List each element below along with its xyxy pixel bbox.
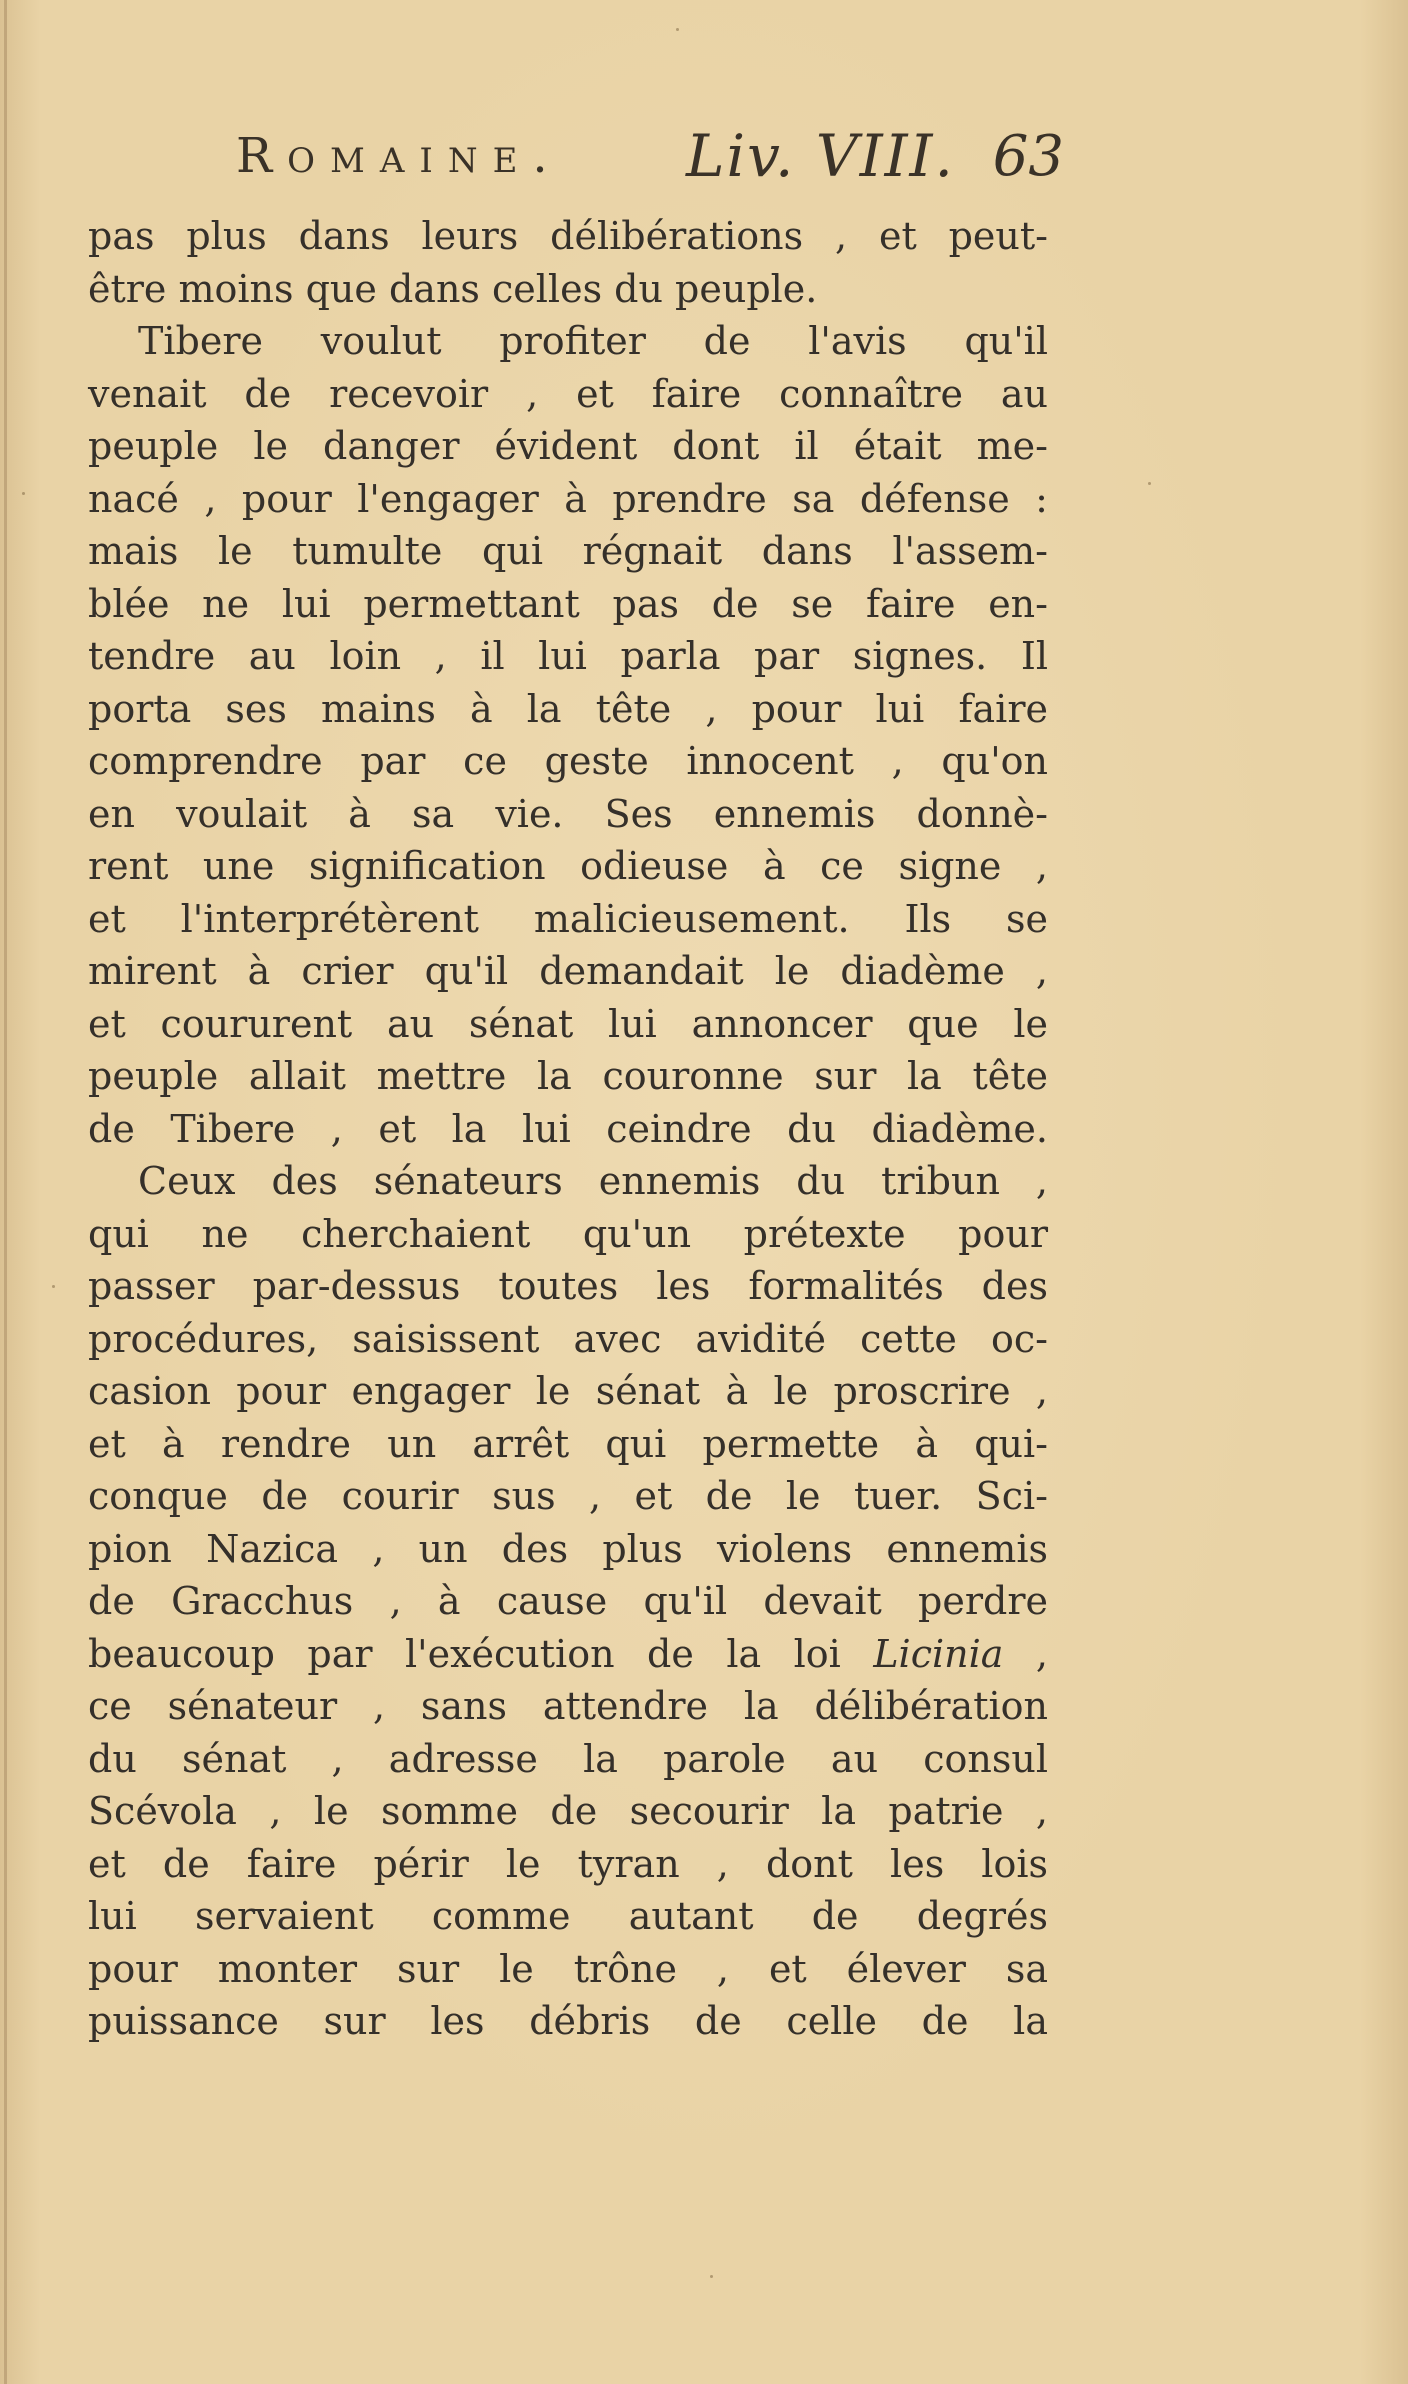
text-line: et coururent au sénat lui annoncer que le: [88, 1001, 1048, 1046]
page-number: 63: [992, 124, 1064, 189]
text-line: peuple allait mettre la couronne sur la tête: [88, 1054, 1048, 1098]
text-line: de Gracchus , à cause qu'il devait perdre: [88, 1579, 1048, 1623]
text-line: du sénat , adresse la parole au consul: [88, 1736, 1048, 1781]
book-reference: Liv. VIII.: [686, 122, 955, 190]
text-line: comprendre par ce geste innocent , qu'on: [88, 739, 1048, 783]
text-line: tendre au loin , il lui parla par signes. Il: [88, 634, 1048, 678]
text-line: casion pour engager le sénat à le proscrire ,: [88, 1369, 1048, 1413]
italic-law-name: Licinia: [873, 1631, 1004, 1676]
text-line: qui ne cherchaient qu'un prétexte pour: [88, 1211, 1048, 1256]
paper-speck: [710, 2275, 713, 2278]
text-line: puissance sur les débris de celle de la: [88, 1999, 1048, 2043]
text-line: passer par-dessus toutes les formalités des: [88, 1264, 1048, 1308]
text-line: porta ses mains à la tête , pour lui faire: [88, 686, 1048, 731]
text-line: en voulait à sa vie. Ses ennemis donnè-: [88, 791, 1048, 836]
text-line: venait de recevoir , et faire connaître au: [88, 371, 1048, 416]
text-line: de Tibere , et la lui ceindre du diadème.: [88, 1106, 1048, 1151]
line-segment: ,: [1003, 1631, 1048, 1676]
text-line: mais le tumulte qui régnait dans l'assem-: [88, 529, 1048, 573]
body-text: [88, 210, 1048, 2048]
text-line: mirent à crier qu'il demandait le diadème ,: [88, 949, 1048, 993]
text-line: rent une signification odieuse à ce signe ,: [88, 844, 1048, 888]
text-line: pion Nazica , un des plus violens ennemis: [88, 1526, 1048, 1571]
text-line: être moins que dans celles du peuple.: [88, 266, 818, 311]
text-line: blée ne lui permettant pas de se faire en-: [88, 581, 1048, 626]
text-line: pas plus dans leurs délibérations , et peut-: [88, 214, 1048, 258]
paper-speck: [52, 1285, 55, 1288]
page-header: [236, 118, 1076, 198]
text-line: peuple le danger évident dont il était me-: [88, 424, 1048, 468]
paragraph-start-line: Tibere voulut profiter de l'avis qu'il: [138, 319, 1048, 363]
text-line: [88, 1628, 1048, 1681]
text-line: lui servaient comme autant de degrés: [88, 1894, 1048, 1938]
text-line: procédures, saisissent avec avidité cette oc-: [88, 1316, 1048, 1361]
text-line: nacé , pour l'engager à prendre sa défense :: [88, 476, 1048, 521]
paper-speck: [1148, 482, 1151, 485]
running-title: Romaine.: [236, 128, 563, 184]
line-segment: beaucoup par l'exécution de la loi: [88, 1631, 874, 1676]
text-line: conque de courir sus , et de le tuer. Sci-: [88, 1474, 1048, 1518]
text-line: et de faire périr le tyran , dont les lois: [88, 1841, 1048, 1886]
text-line: et l'interprétèrent malicieusement. Ils se: [88, 896, 1048, 941]
paper-speck: [22, 492, 25, 495]
text-line: pour monter sur le trône , et élever sa: [88, 1946, 1048, 1991]
paragraph-start-line: Ceux des sénateurs ennemis du tribun ,: [138, 1159, 1048, 1203]
paper-speck: [676, 28, 679, 31]
text-line: ce sénateur , sans attendre la délibération: [88, 1684, 1048, 1728]
text-line: et à rendre un arrêt qui permette à qui-: [88, 1421, 1048, 1466]
text-line: Scévola , le somme de secourir la patrie ,: [88, 1789, 1048, 1833]
